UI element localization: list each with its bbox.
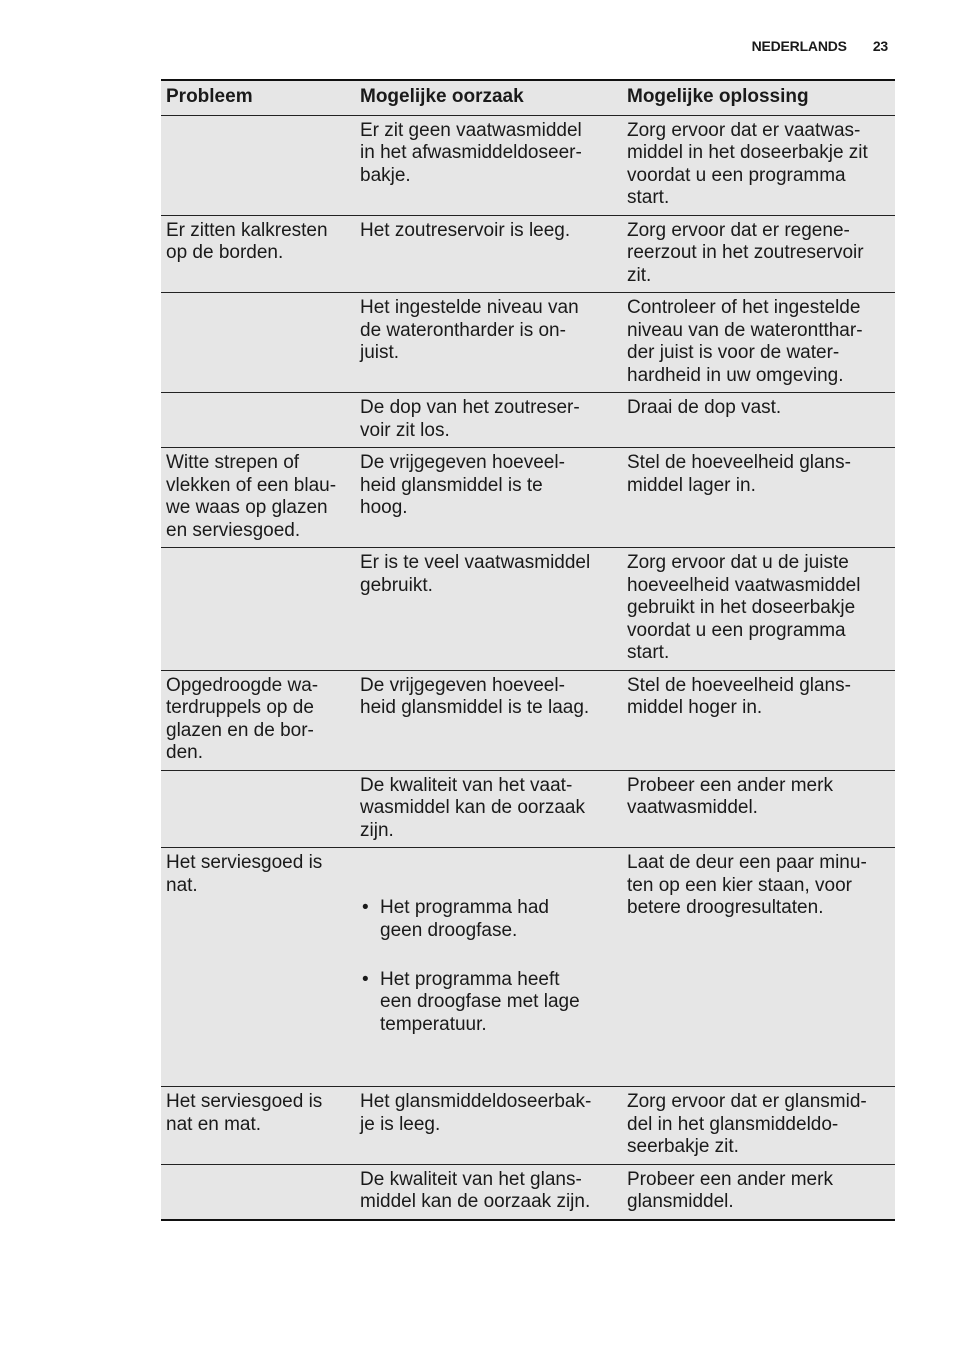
table-row <box>161 1086 895 1164</box>
cause-cell: Er is te veel vaatwasmiddel gebruikt. <box>360 552 591 596</box>
solution-cell: Laat de deur een paar minu- ten op een kier staan, voor betere droogresultaten. <box>627 852 867 918</box>
cause-cell <box>358 848 622 1086</box>
list-item <box>360 897 618 942</box>
table-row <box>161 215 895 293</box>
cause-bullet-list <box>360 875 618 1059</box>
cause-cell: De dop van het zoutreser- voir zit los. <box>360 397 580 441</box>
cause-cell: De kwaliteit van het vaat- wasmiddel kan de oorzaak zijn. <box>360 774 585 841</box>
bullet-icon: • <box>362 897 369 918</box>
problem-cell: Er zitten kalkresten op de borden. <box>166 219 328 263</box>
solution-cell: Zorg ervoor dat er regene- reerzout in het zoutreservoir zit. <box>627 219 864 286</box>
table-row <box>161 392 895 447</box>
problem-cell <box>161 771 358 848</box>
solution-cell: Zorg ervoor dat er glansmid- del in het glansmiddeldo- seerbakje zit. <box>627 1091 867 1157</box>
cause-cell: Er zit geen vaatwasmiddel in het afwasmiddeldoseer- bakje. <box>360 119 582 186</box>
problem-cell: Opgedroogde wa- terdruppels op de glazen en de bor- den. <box>166 674 319 763</box>
solution-cell: Probeer een ander merk glansmiddel. <box>627 1168 833 1212</box>
problem-cell <box>161 293 358 392</box>
cause-cell: Het zoutreservoir is leeg. <box>360 219 571 241</box>
solution-cell: Stel de hoeveelheid glans- middel lager in. <box>627 452 851 496</box>
solution-cell: Zorg ervoor dat er vaatwas- middel in het doseerbakje zit voordat u een programma start. <box>627 119 868 208</box>
table-row <box>161 447 895 547</box>
cause-cell: Het ingestelde niveau van de waterontharder is on- juist. <box>360 297 579 363</box>
cause-cell: De kwaliteit van het glans- middel kan de oorzaak zijn. <box>360 1168 591 1212</box>
cause-cell: De vrijgegeven hoeveel- heid glansmiddel is te hoog. <box>360 452 565 518</box>
solution-cell: Draai de dop vast. <box>627 397 782 418</box>
problem-cell <box>161 116 358 215</box>
table-header-row <box>161 81 895 116</box>
column-header-problem: Probleem <box>166 86 253 107</box>
cause-cell: De vrijgegeven hoeveel- heid glansmiddel is te laag. <box>360 674 590 718</box>
table-row <box>161 116 895 215</box>
table-row <box>161 1164 895 1219</box>
bullet-text: Het programma heeft een droogfase met lage temperatuur. <box>380 968 580 1035</box>
language-label: NEDERLANDS <box>751 38 847 54</box>
cause-cell: Het glansmiddeldoseerbak- je is leeg. <box>360 1091 592 1135</box>
solution-cell: Probeer een ander merk vaatwasmiddel. <box>627 774 833 818</box>
table-row <box>161 292 895 392</box>
list-item <box>360 969 618 1037</box>
table-row <box>161 547 895 670</box>
table-row <box>161 770 895 848</box>
solution-cell: Stel de hoeveelheid glans- middel hoger in. <box>627 674 851 718</box>
solution-cell: Controleer of het ingestelde niveau van de waterontthar- der juist is voor de water- hardheid in uw omgeving. <box>627 297 863 386</box>
page-number: 23 <box>872 38 888 54</box>
solution-cell: Zorg ervoor dat u de juiste hoeveelheid vaatwasmiddel gebruikt in het doseerbakje voordat u een programma start. <box>627 552 861 663</box>
problem-cell: Witte strepen of vlekken of een blau- we waas op glazen en serviesgoed. <box>166 452 337 541</box>
table-row <box>161 847 895 1086</box>
table-row <box>161 670 895 770</box>
column-header-cause: Mogelijke oorzaak <box>360 86 524 107</box>
problem-cell: Het serviesgoed is nat. <box>166 852 323 896</box>
problem-cell <box>161 1165 358 1219</box>
bullet-icon: • <box>362 968 369 990</box>
column-header-solution: Mogelijke oplossing <box>627 86 809 107</box>
problem-cell <box>161 393 358 447</box>
problem-cell <box>161 548 358 670</box>
bullet-text: Het programma had geen droogfase. <box>380 897 549 941</box>
page-header <box>752 38 888 54</box>
troubleshooting-table <box>161 79 895 1221</box>
problem-cell: Het serviesgoed is nat en mat. <box>166 1091 323 1135</box>
